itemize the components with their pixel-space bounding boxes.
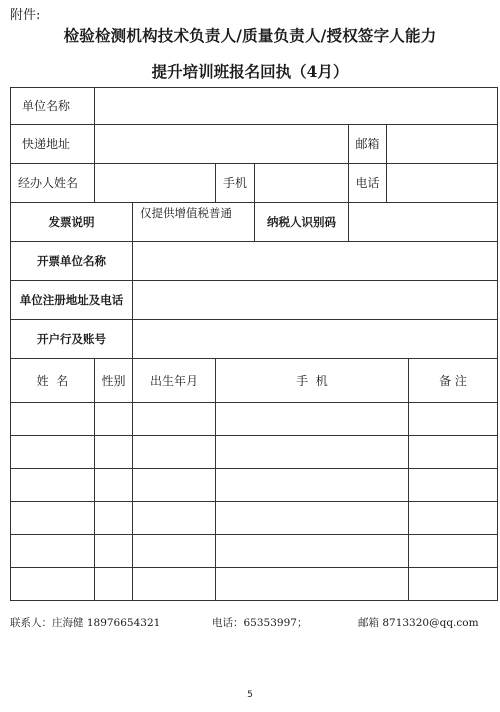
header-gender: 性别 bbox=[101, 373, 126, 388]
header-birth: 出生年月 bbox=[149, 373, 198, 388]
bank-account-field[interactable] bbox=[133, 320, 497, 358]
footer-email: 邮箱 8713320@qq.com bbox=[358, 617, 479, 629]
table-row bbox=[11, 568, 497, 600]
footer-phone: 电话：65353997； bbox=[212, 617, 308, 629]
mobile-field[interactable] bbox=[255, 164, 348, 202]
footer-contact: 联系人：庄海健 18976654321 bbox=[10, 617, 161, 629]
table-row bbox=[11, 436, 497, 468]
handler-name-label: 经办人姓名 bbox=[18, 176, 79, 190]
tax-id-label: 纳税人识别码 bbox=[267, 214, 336, 229]
invoice-unit-label: 开票单位名称 bbox=[37, 253, 106, 268]
bank-account-label: 开户行及账号 bbox=[37, 331, 106, 346]
registered-address-label: 单位注册地址及电话 bbox=[19, 292, 124, 307]
postcode-label: 邮箱 bbox=[355, 137, 380, 151]
table-line bbox=[10, 600, 498, 601]
table-line bbox=[497, 87, 498, 601]
table-row bbox=[11, 403, 497, 435]
table-row bbox=[11, 502, 497, 534]
unit-name-field[interactable] bbox=[95, 88, 497, 124]
page-title: 检验检测机构技术负责人/质量负责人/授权签字人能力 bbox=[63, 26, 437, 45]
tax-id-field[interactable] bbox=[349, 203, 497, 241]
delivery-address-label: 快递地址 bbox=[22, 137, 71, 151]
invoice-note-label: 发票说明 bbox=[48, 214, 95, 229]
page-subtitle: 提升培训班报名回执（4月） bbox=[151, 62, 349, 81]
invoice-unit-field[interactable] bbox=[133, 242, 497, 280]
unit-name-label: 单位名称 bbox=[22, 99, 71, 113]
delivery-address-field[interactable] bbox=[95, 125, 348, 163]
header-remark: 备 注 bbox=[439, 373, 467, 388]
table-line bbox=[132, 202, 133, 242]
registered-address-field[interactable] bbox=[133, 281, 497, 319]
phone-field[interactable] bbox=[387, 164, 497, 202]
table-row bbox=[11, 469, 497, 501]
attachment-label: 附件: bbox=[10, 8, 41, 23]
table-row bbox=[11, 535, 497, 567]
registration-form bbox=[10, 87, 498, 601]
header-mobile: 手 机 bbox=[296, 373, 328, 388]
postcode-field[interactable] bbox=[387, 125, 497, 163]
page-number: 5 bbox=[247, 690, 253, 700]
header-name: 姓 名 bbox=[36, 373, 69, 388]
mobile-label: 手机 bbox=[222, 176, 247, 190]
phone-label: 电话 bbox=[355, 176, 380, 190]
invoice-note-value: 仅提供增值税普通 bbox=[140, 205, 232, 220]
